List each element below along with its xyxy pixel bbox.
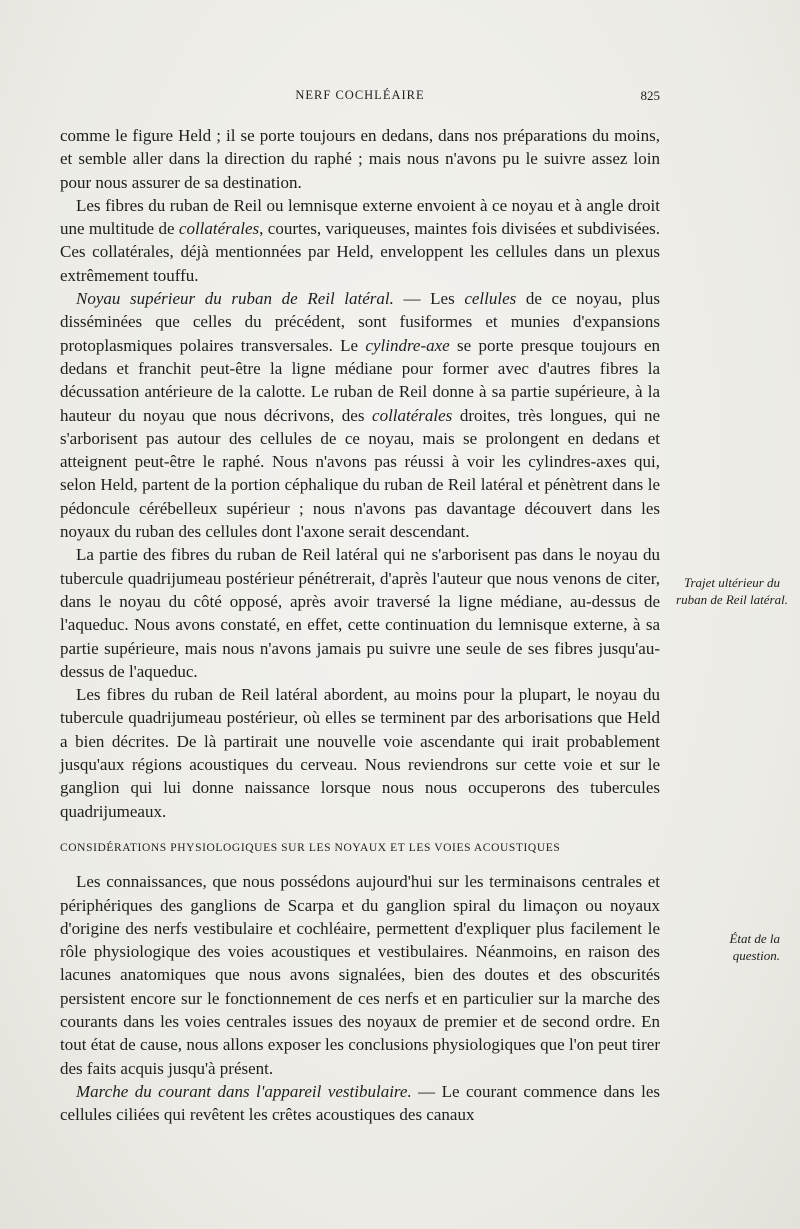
- italic-term: cellules: [464, 289, 517, 309]
- subheading-italic: Marche du courant dans l'appareil vestibulaire.: [76, 1081, 412, 1101]
- body-text: [60, 124, 660, 1126]
- paragraph-3: [60, 287, 660, 543]
- text-run: Les fibres du ruban de Reil ou lemnisque externe envoient à ce noyau et à angle droit une multitude de: [60, 195, 660, 239]
- text-run: — Le courant commence dans les cellules ciliées qui revêtent les crêtes acoustiques des canaux: [60, 1081, 661, 1125]
- text-run: de ce noyau, plus disséminées que celles du précédent, sont fusiformes et munies d'expansions protoplasmiques polaires transversales. Le: [60, 289, 661, 355]
- paragraph-2: [60, 194, 660, 287]
- italic-term: collatérales: [178, 219, 260, 239]
- paragraph-6: Les connaissances, que nous possédons aujourd'hui sur les terminaisons centrales et périphériques des ganglions de Scarpa et du ganglion spiral du limaçon ou noyaux d'origine des nerfs vestibulaire et cochléaire, permettent d'expliquer plus facilement le rôle physiologique des voies acoustiques et vestibulaires. Néanmoins, en raison des lacunes anatomiques que nous avons signalées, bien des doutes et des obscurités persistent encore sur le fonctionnement de ces nerfs et en particulier sur la marche des courants dans les voies centrales issues des noyaux de premier et de second ordre. En tout état de cause, nous allons exposer les conclusions physiologiques que l'on peut tirer des faits acquis jusqu'à présent.: [60, 872, 660, 1078]
- paragraph-4: La partie des fibres du ruban de Reil latéral qui ne s'arborisent pas dans le noyau du tubercule quadrijumeau postérieur pénétrerait, d'après l'auteur que nous venons de citer, dans le noyau du côté opposé, après avoir traversé la ligne médiane, au-dessus de l'aqueduc. Nous avons constaté, en effet, cette continuation du lemnisque externe, à sa partie supérieure, mais nous n'avons jamais pu suivre une seule de ses fibres jusqu'au-dessus de l'aqueduc.: [60, 545, 660, 681]
- paragraph-1: comme le figure Held ; il se porte toujours en dedans, dans nos préparations du moins, et semble aller dans la direction du raphé ; mais nous n'avons pu le suivre assez loin pour nous assurer de sa destination.: [60, 126, 660, 192]
- section-heading: CONSIDÉRATIONS PHYSIOLOGIQUES SUR LES NOYAUX ET LES VOIES ACOUSTIQUES: [60, 841, 561, 854]
- text-run: droites, très longues, qui ne s'arborisent pas autour des cellules de ce noyau, mais se prolongent en dedans et atteignent peut-être le raphé. Nous n'avons pas réussi à voir les cylindres-axes qui, selon Held, partent de la portion céphalique du ruban de Reil latéral et pénètrent dans le pédoncule cérébelleux supérieur ; nous n'avons pas davantage découvert dans les noyaux du ruban des cellules dont l'axone serait descendant.: [60, 405, 661, 542]
- margin-note-etat: État de la question.: [729, 931, 780, 963]
- text-run: se porte presque toujours en dedans et franchit peut-être la ligne médiane pour former avec d'autres fibres la décussation antérieure de la calotte. Le ruban de Reil donne à sa partie supérieure, à la hauteur du noyau que nous décrivons, des: [60, 335, 660, 425]
- paragraph-7: [60, 1080, 660, 1127]
- margin-note-trajet: Trajet ultérieur du ruban de Reil latéral.: [676, 575, 788, 607]
- text-run: , courtes, variqueuses, maintes fois divisées et subdivisées. Ces collatérales, déjà mentionnées par Held, enveloppent les cellules dans un plexus extrêmement touffu.: [60, 219, 660, 285]
- italic-term: cylindre-axe: [365, 335, 450, 355]
- text-run: — Les: [393, 289, 465, 309]
- italic-term: collatérales: [372, 405, 453, 425]
- subheading-italic: Noyau supérieur du ruban de Reil latéral.: [76, 289, 394, 309]
- running-title: NERF COCHLÉAIRE: [295, 88, 425, 102]
- running-header: [60, 88, 660, 110]
- paragraph-5: Les fibres du ruban de Reil latéral abordent, au moins pour la plupart, le noyau du tubercule quadrijumeau postérieur, où elles se terminent par des arborisations que Held a bien décrites. De là partirait une nouvelle voie ascendante qui irait probablement jusqu'aux régions acoustiques du cerveau. Nous reviendrons sur cette voie et sur le ganglion qui lui donne naissance lorsque nous nous occuperons des tubercules quadrijumeaux.: [60, 685, 660, 821]
- page-number: 825: [640, 88, 660, 103]
